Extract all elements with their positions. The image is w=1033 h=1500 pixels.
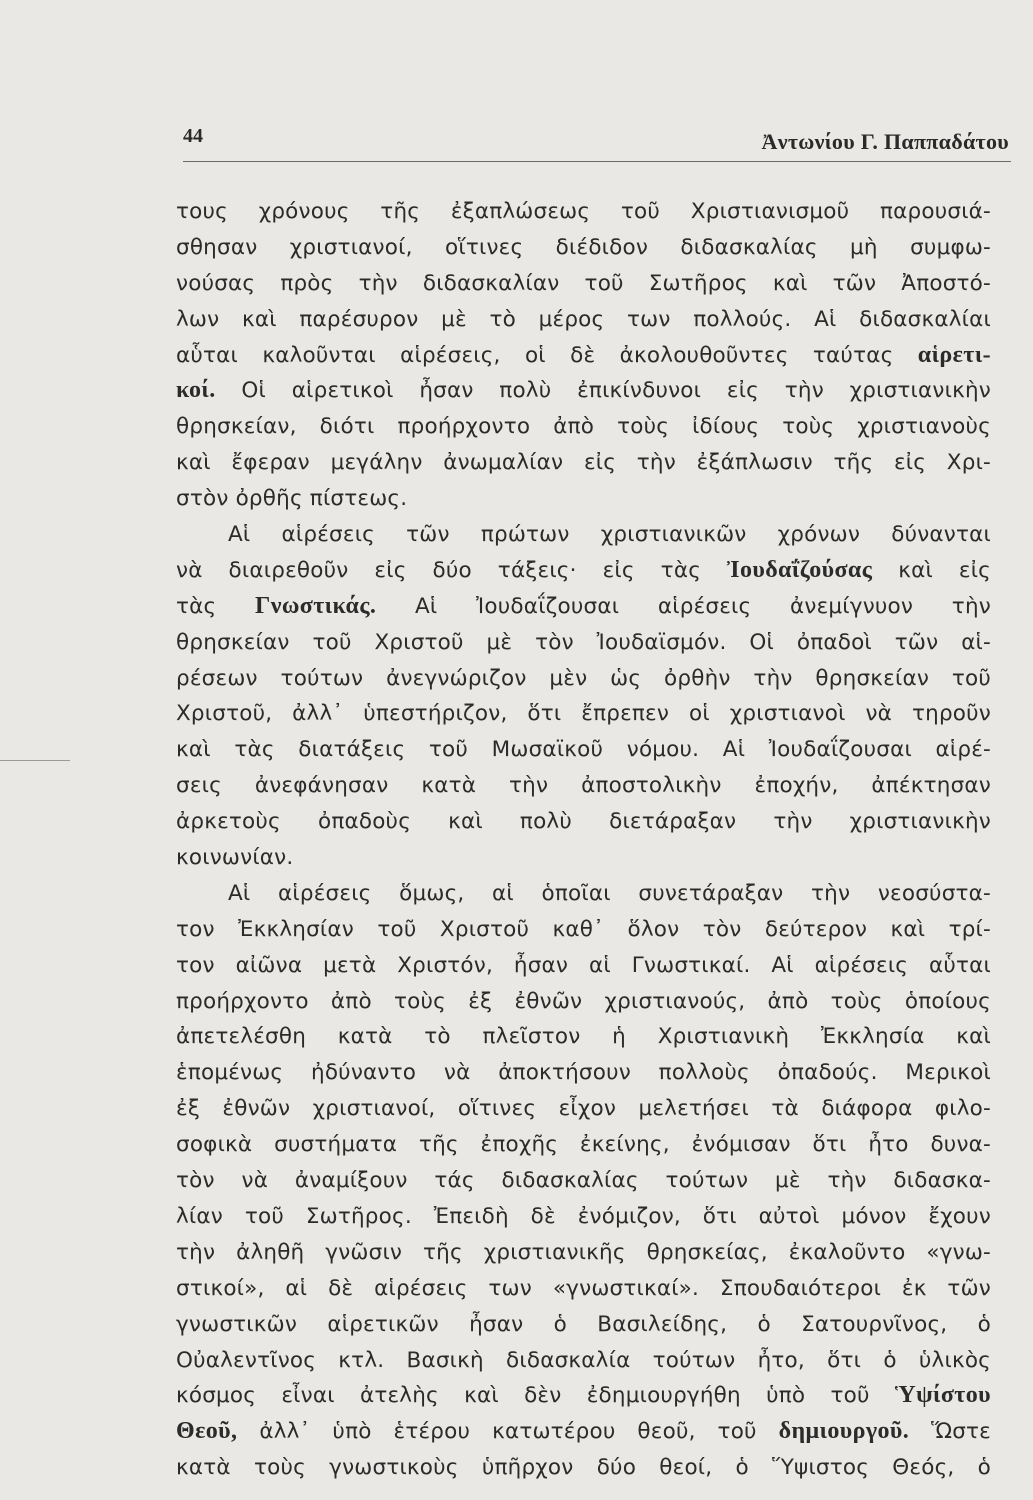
text-run: νὰ διαιρεθοῦν εἰς δύο τάξεις· εἰς τὰς bbox=[176, 557, 727, 583]
text-run: ἀρκετοὺς ὀπαδοὺς καὶ πολὺ διετάραξαν τὴν χριστιανικὴν bbox=[176, 809, 991, 835]
text-run: θρησκείαν, διότι προήρχοντο ἀπὸ τοὺς ἰδίους τοὺς χριστιανοὺς bbox=[176, 414, 991, 440]
text-line bbox=[176, 338, 991, 374]
text-run: ἐξ ἐθνῶν χριστιανοί, οἵτινες εἶχον μελετήσει τὰ διάφορα φιλο- bbox=[176, 1096, 991, 1122]
text-run: καὶ τὰς διατάξεις τοῦ Μωσαϊκοῦ νόμου. Αἱ Ἰουδαΐζουσαι αἱρέ- bbox=[176, 737, 991, 763]
text-line bbox=[176, 625, 991, 661]
header-rule bbox=[183, 161, 1011, 162]
text-line bbox=[176, 1163, 991, 1199]
text-run: ἑπομένως ἠδύναντο νὰ ἀποκτήσουν πολλοὺς ὀπαδούς. Μερικοὶ bbox=[176, 1060, 991, 1086]
text-line bbox=[176, 876, 991, 912]
bold-term: δημιουργοῦ. bbox=[778, 1418, 910, 1445]
text-run: τους χρόνους τῆς ἐξαπλώσεως τοῦ Χριστιανισμοῦ παρουσιά- bbox=[176, 199, 991, 224]
text-run: λων καὶ παρέσυρον μὲ τὸ μέρος των πολλούς. Αἱ διδασκαλίαι bbox=[176, 306, 991, 332]
text-line bbox=[176, 589, 991, 625]
text-run: κοινωνίαν. bbox=[176, 845, 294, 871]
text-line bbox=[176, 194, 991, 230]
bold-term: αἱρετι- bbox=[917, 341, 991, 368]
text-run: προήρχοντο ἀπὸ τοὺς ἐξ ἐθνῶν χριστιανούς, ἀπὸ τοὺς ὁποίους bbox=[176, 988, 991, 1014]
text-line bbox=[176, 1414, 991, 1450]
text-line bbox=[176, 1235, 991, 1271]
text-line bbox=[176, 553, 991, 589]
text-run: τὸν νὰ ἀναμίξουν τάς διδασκαλίας τούτων μὲ τὴν διδασκα- bbox=[176, 1168, 991, 1194]
bold-term: Ὑψίστου bbox=[894, 1382, 991, 1409]
text-run: σθησαν χριστιανοί, οἵτινες διέδιδον διδασκαλίας μὴ συμφω- bbox=[176, 234, 991, 260]
text-run: Αἱ Ἰουδαΐζουσαι αἱρέσεις ἀνεμίγνυον τὴν bbox=[376, 593, 991, 619]
text-line bbox=[176, 481, 991, 517]
text-line bbox=[176, 1378, 991, 1414]
text-line bbox=[176, 984, 991, 1020]
text-line bbox=[176, 696, 991, 732]
text-line bbox=[176, 373, 991, 409]
text-run: ἀλλ᾽ ὑπὸ ἑτέρου κατωτέρου θεοῦ, τοῦ bbox=[237, 1419, 779, 1445]
text-line bbox=[176, 266, 991, 302]
text-line bbox=[176, 409, 991, 445]
text-run: τὴν ἀληθῆ γνῶσιν τῆς χριστιανικῆς θρησκείας, ἐκαλοῦντο «γνω- bbox=[176, 1239, 991, 1265]
text-run: σεις ἀνεφάνησαν κατὰ τὴν ἀποστολικὴν ἐποχήν, ἀπέκτησαν bbox=[176, 773, 991, 799]
running-head: Ἀντωνίου Γ. Παππαδάτου bbox=[761, 129, 1009, 154]
text-run: Οὐαλεντῖνος κτλ. Βασικὴ διδασκαλία τούτων ἦτο, ὅτι ὁ ὑλικὸς bbox=[176, 1347, 991, 1373]
bold-term: Θεοῦ, bbox=[176, 1418, 238, 1445]
text-run: κόσμος εἶναι ἀτελὴς καὶ δὲν ἐδημιουργήθη ὑπὸ τοῦ bbox=[176, 1383, 895, 1409]
text-line bbox=[176, 1450, 991, 1486]
text-line bbox=[176, 661, 991, 697]
text-line bbox=[176, 912, 991, 948]
text-run: καὶ εἰς bbox=[872, 557, 991, 583]
text-run: Ὥστε bbox=[909, 1419, 991, 1445]
text-run: Αἱ αἱρέσεις τῶν πρώτων χριστιανικῶν χρόνων δύνανται bbox=[228, 522, 991, 548]
text-run: στικοί», αἱ δὲ αἱρέσεις των «γνωστικαί». Σπουδαιότεροι ἐκ τῶν bbox=[176, 1275, 991, 1301]
text-line bbox=[176, 840, 991, 876]
text-run: νούσας πρὸς τὴν διδασκαλίαν τοῦ Σωτῆρος καὶ τῶν Ἀποστό- bbox=[176, 270, 991, 296]
text-run: ρέσεων τούτων ἀνεγνώριζον μὲν ὡς ὀρθὴν τὴν θρησκείαν τοῦ bbox=[176, 665, 991, 691]
text-line bbox=[176, 445, 991, 481]
text-line bbox=[176, 230, 991, 266]
text-line bbox=[176, 768, 991, 804]
text-line bbox=[176, 1307, 991, 1343]
text-line bbox=[176, 302, 991, 338]
text-line bbox=[176, 804, 991, 840]
text-run: στὸν ὀρθῆς πίστεως. bbox=[176, 486, 408, 512]
text-run: Χριστοῦ, ἀλλ᾽ ὑπεστήριζον, ὅτι ἔπρεπεν οἱ χριστιανοὶ νὰ τηροῦν bbox=[176, 701, 991, 727]
bold-term: κοί. bbox=[176, 377, 216, 404]
text-run: τὰς bbox=[176, 593, 256, 619]
text-line bbox=[176, 1019, 991, 1055]
page-header bbox=[183, 123, 1009, 163]
text-run: λίαν τοῦ Σωτῆρος. Ἐπειδὴ δὲ ἐνόμιζον, ὅτι αὐτοὶ μόνον ἔχουν bbox=[176, 1203, 991, 1229]
text-line bbox=[176, 517, 991, 553]
text-run: ἀπετελέσθη κατὰ τὸ πλεῖστον ἡ Χριστιανικὴ Ἐκκλησία καὶ bbox=[176, 1024, 991, 1050]
text-line bbox=[176, 732, 991, 768]
margin-mark bbox=[0, 760, 70, 761]
text-line bbox=[176, 1091, 991, 1127]
bold-term: Ἰουδαΐζούσας bbox=[726, 556, 873, 583]
page-number: 44 bbox=[183, 125, 203, 147]
text-run: θρησκείαν τοῦ Χριστοῦ μὲ τὸν Ἰουδαϊσμόν. Οἱ ὀπαδοὶ τῶν αἱ- bbox=[176, 629, 991, 655]
text-run: σοφικὰ συστήματα τῆς ἐποχῆς ἐκείνης, ἐνόμισαν ὅτι ἦτο δυνα- bbox=[176, 1132, 991, 1158]
text-line bbox=[176, 1271, 991, 1307]
text-line bbox=[176, 948, 991, 984]
text-run: τον αἰῶνα μετὰ Χριστόν, ἦσαν αἱ Γνωστικαί. Αἱ αἱρέσεις αὗται bbox=[176, 952, 991, 978]
text-line bbox=[176, 1199, 991, 1235]
text-run: γνωστικῶν αἱρετικῶν ἦσαν ὁ Βασιλείδης, ὁ Σατουρνῖνος, ὁ bbox=[176, 1311, 991, 1337]
body-text bbox=[176, 194, 991, 1486]
text-line bbox=[176, 1343, 991, 1379]
text-line bbox=[176, 1055, 991, 1091]
text-run: αὗται καλοῦνται αἱρέσεις, οἱ δὲ ἀκολουθοῦντες ταύτας bbox=[176, 342, 918, 368]
text-run: καὶ ἔφεραν μεγάλην ἀνωμαλίαν εἰς τὴν ἐξάπλωσιν τῆς εἰς Χρι- bbox=[176, 450, 991, 476]
text-run: τον Ἐκκλησίαν τοῦ Χριστοῦ καθ᾽ ὅλον τὸν δεύτερον καὶ τρί- bbox=[176, 916, 991, 942]
text-run: κατὰ τοὺς γνωστικοὺς ὑπῆρχον δύο θεοί, ὁ Ὕψιστος Θεός, ὁ bbox=[176, 1455, 991, 1481]
text-line bbox=[176, 1127, 991, 1163]
text-run: Οἱ αἱρετικοὶ ἦσαν πολὺ ἐπικίνδυνοι εἰς τὴν χριστιανικὴν bbox=[215, 378, 991, 404]
text-run: Αἱ αἱρέσεις ὅμως, αἱ ὁποῖαι συνετάραξαν τὴν νεοσύστα- bbox=[228, 880, 991, 906]
bold-term: Γνωστικάς. bbox=[255, 592, 377, 619]
